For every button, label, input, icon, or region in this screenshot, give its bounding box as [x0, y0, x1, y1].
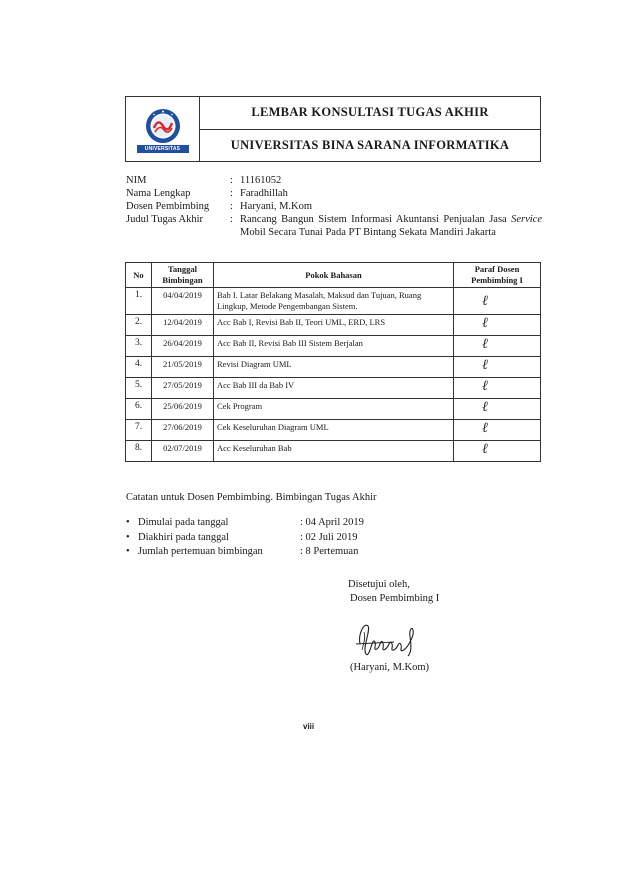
row-date: 27/05/2019 — [152, 378, 214, 399]
list-item-value: : 8 Pertemuan — [300, 546, 359, 557]
row-topic: Acc Keseluruhan Bab — [214, 441, 454, 462]
row-paraf — [454, 357, 541, 378]
row-date: 27/06/2019 — [152, 420, 214, 441]
list-item-label: Dimulai pada tanggal — [138, 517, 229, 528]
table-row — [126, 441, 541, 462]
info-separator: : — [230, 188, 233, 199]
notes-title: Catatan untuk Dosen Pembimbing. Bimbingan Tugas Akhir — [126, 492, 377, 503]
table-row — [126, 378, 541, 399]
row-paraf — [454, 336, 541, 357]
initial-signature-icon: ℓ — [482, 378, 488, 394]
document-title — [200, 97, 540, 130]
row-paraf — [454, 315, 541, 336]
info-separator: : — [230, 214, 233, 225]
row-topic: Revisi Diagram UML — [214, 357, 454, 378]
initial-signature-icon: ℓ — [482, 357, 488, 373]
table-row — [126, 288, 541, 315]
row-date: 26/04/2019 — [152, 336, 214, 357]
consultation-table — [125, 262, 541, 462]
approval-block — [348, 578, 439, 606]
initial-signature-icon: ℓ — [482, 441, 488, 457]
info-label: Nama Lengkap — [126, 188, 191, 199]
list-item — [126, 516, 364, 531]
initial-signature-icon: ℓ — [482, 420, 488, 436]
logo-label: UNIVERSITAS — [137, 145, 189, 153]
list-item — [126, 531, 364, 546]
table-row — [126, 336, 541, 357]
row-date: 25/06/2019 — [152, 399, 214, 420]
institution-name — [200, 130, 540, 162]
row-no: 5. — [126, 378, 152, 399]
row-paraf — [454, 378, 541, 399]
institution-name-text: UNIVERSITAS BINA SARANA INFORMATIKA — [230, 137, 510, 152]
row-no: 8. — [126, 441, 152, 462]
table-row — [126, 399, 541, 420]
bullet-icon: • — [126, 531, 130, 543]
student-info — [126, 174, 542, 239]
header-box — [125, 96, 541, 162]
row-paraf — [454, 420, 541, 441]
row-paraf — [454, 441, 541, 462]
header-no: No — [126, 263, 152, 288]
table-header-row — [126, 263, 541, 288]
row-paraf — [454, 399, 541, 420]
info-row-supervisor — [126, 200, 542, 213]
row-date: 12/04/2019 — [152, 315, 214, 336]
thesis-title-part1: Rancang Bangun Sistem Informasi Akuntansi Penjualan Jasa — [240, 214, 507, 225]
row-topic: Bab I. Latar Belakang Masalah, Maksud dan Tujuan, Ruang Lingkup, Metode Pengembangan Sistem. — [214, 288, 454, 315]
handwritten-signature-icon — [354, 614, 424, 667]
row-no: 2. — [126, 315, 152, 336]
row-no: 4. — [126, 357, 152, 378]
list-item-value: : 02 Juli 2019 — [300, 531, 358, 543]
table-row — [126, 315, 541, 336]
notes-list — [126, 516, 364, 560]
approval-line2: Dosen Pembimbing I — [350, 593, 440, 604]
row-topic: Acc Bab II, Revisi Bab III Sistem Berjalan — [214, 336, 454, 357]
university-logo — [126, 97, 200, 161]
initial-signature-icon: ℓ — [482, 336, 488, 352]
info-value — [240, 213, 542, 239]
signer-name: (Haryani, M.Kom) — [350, 662, 430, 673]
row-topic: Acc Bab III da Bab IV — [214, 378, 454, 399]
page-number: viii — [303, 722, 315, 731]
list-item-value: : 04 April 2019 — [300, 517, 364, 528]
row-date: 21/05/2019 — [152, 357, 214, 378]
header-paraf: Paraf Dosen Pembimbing I — [454, 263, 541, 288]
document-title-text: LEMBAR KONSULTASI TUGAS AKHIR — [251, 105, 489, 120]
info-row-thesis-title — [126, 213, 542, 239]
info-separator: : — [230, 175, 233, 186]
bullet-icon: • — [126, 546, 130, 557]
row-topic: Cek Keseluruhan Diagram UML — [214, 420, 454, 441]
header-topic: Pokok Bahasan — [214, 263, 454, 288]
row-topic: Cek Program — [214, 399, 454, 420]
list-item — [126, 545, 364, 560]
approval-line1: Disetujui oleh, — [348, 579, 410, 590]
logo-emblem-icon — [143, 108, 183, 144]
list-item-label: Jumlah pertemuan bimbingan — [138, 546, 263, 557]
initial-signature-icon: ℓ — [482, 293, 488, 309]
row-no: 7. — [126, 420, 152, 441]
list-item-label: Diakhiri pada tanggal — [138, 531, 229, 543]
info-label: NIM — [126, 175, 147, 186]
info-row-name — [126, 187, 542, 200]
info-value: Haryani, M.Kom — [240, 201, 313, 212]
initial-signature-icon: ℓ — [482, 315, 488, 331]
row-date: 04/04/2019 — [152, 288, 214, 315]
title-cell — [200, 97, 540, 161]
row-no: 3. — [126, 336, 152, 357]
thesis-title-part2: Mobil Secara Tunai Pada PT Bintang Sekata Mandiri Jakarta — [240, 227, 496, 238]
table-row — [126, 420, 541, 441]
row-date: 02/07/2019 — [152, 441, 214, 462]
header-date: Tanggal Bimbingan — [152, 263, 214, 288]
initial-signature-icon: ℓ — [482, 399, 488, 415]
row-topic: Acc Bab I, Revisi Bab II, Teori UML, ERD, LRS — [214, 315, 454, 336]
info-value: 11161052 — [240, 175, 282, 186]
row-no: 6. — [126, 399, 152, 420]
table-row — [126, 357, 541, 378]
info-separator: : — [230, 201, 233, 212]
row-no: 1. — [126, 288, 152, 315]
info-row-nim — [126, 174, 542, 187]
row-paraf — [454, 288, 541, 315]
bullet-icon: • — [126, 517, 130, 528]
info-label: Dosen Pembimbing — [126, 201, 210, 212]
info-value: Faradhillah — [240, 188, 288, 199]
thesis-title-italic: Service — [511, 214, 542, 225]
info-label: Judul Tugas Akhir — [126, 214, 204, 225]
